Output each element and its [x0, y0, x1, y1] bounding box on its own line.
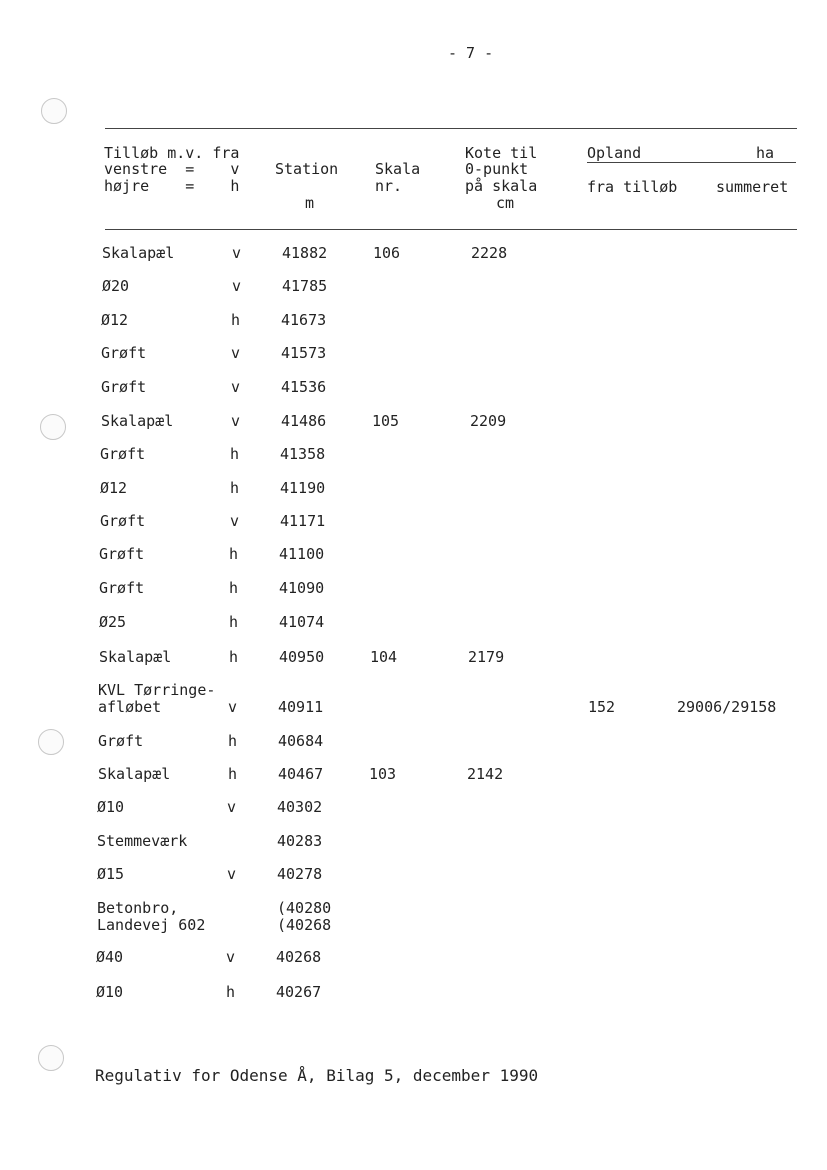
row-name: Skalapæl: [99, 648, 172, 666]
row-station: 41785: [282, 277, 328, 295]
row-station: 41190: [280, 479, 326, 497]
header-col1-line3: højre = h: [104, 177, 240, 195]
row-name: Stemmeværk: [97, 832, 188, 850]
row-side: h: [230, 445, 240, 463]
row-station: 40684: [278, 732, 324, 750]
row-station: 40268: [276, 948, 322, 966]
row-name: Grøft: [99, 579, 145, 597]
row-name: Ø25: [99, 613, 127, 631]
row-station: 41100: [279, 545, 325, 563]
row-kote: 2142: [467, 765, 504, 783]
row-name: Ø12: [100, 479, 128, 497]
row-side: v: [231, 344, 241, 362]
row-station: 40467: [278, 765, 324, 783]
row-station: 41171: [280, 512, 326, 530]
row-name: Grøft: [99, 545, 145, 563]
header-opland-unit: ha: [756, 144, 775, 162]
row-name: Ø10: [97, 798, 125, 816]
header-kote-line2: 0-punkt: [465, 160, 529, 178]
row-kote: 2228: [471, 244, 508, 262]
row-name: Grøft: [101, 344, 147, 362]
row-station: (40280 (40268: [277, 899, 332, 934]
row-name: Grøft: [101, 378, 147, 396]
row-station: 41074: [279, 613, 325, 631]
row-station: 40267: [276, 983, 322, 1001]
header-skala-line2: nr.: [375, 177, 403, 195]
row-station: 41486: [281, 412, 327, 430]
header-opland-underline: [587, 162, 796, 163]
row-station: 41673: [281, 311, 327, 329]
row-name: Ø15: [97, 865, 125, 883]
row-name: Ø20: [102, 277, 130, 295]
row-side: v: [226, 948, 236, 966]
header-top-rule: [105, 128, 797, 129]
row-side: h: [226, 983, 236, 1001]
row-side: v: [231, 412, 241, 430]
row-station: 41882: [282, 244, 328, 262]
row-name: Ø12: [101, 311, 129, 329]
header-station-unit: m: [305, 194, 315, 212]
row-station: 40283: [277, 832, 323, 850]
footer-text: Regulativ for Odense Å, Bilag 5, december 1990: [95, 1066, 539, 1085]
row-station: 40278: [277, 865, 323, 883]
row-name: Grøft: [100, 445, 146, 463]
header-kote-unit: cm: [496, 194, 515, 212]
header-kote-line1: Kote til: [465, 144, 538, 162]
row-kote: 2209: [470, 412, 507, 430]
row-name: Ø40: [96, 948, 124, 966]
punch-hole-2: [40, 414, 66, 440]
row-skala: 105: [372, 412, 400, 430]
header-bottom-rule: [105, 229, 797, 230]
row-name: Skalapæl: [101, 412, 174, 430]
row-skala: 103: [369, 765, 397, 783]
row-name: Betonbro, Landevej 602: [97, 899, 206, 934]
row-station: 41573: [281, 344, 327, 362]
header-fra-tillob: fra tilløb: [587, 178, 678, 196]
row-side: v: [230, 512, 240, 530]
header-skala-line1: Skala: [375, 160, 421, 178]
row-side: h: [228, 765, 238, 783]
row-side: v: [228, 698, 238, 716]
row-summeret: 29006/29158: [677, 698, 777, 716]
row-name: KVL Tørringe- afløbet: [98, 681, 216, 716]
header-kote-line3: på skala: [465, 177, 538, 195]
row-name: Ø10: [96, 983, 124, 1001]
row-side: v: [231, 378, 241, 396]
row-side: h: [229, 648, 239, 666]
row-side: h: [228, 732, 238, 750]
row-side: h: [229, 613, 239, 631]
row-name: Skalapæl: [102, 244, 175, 262]
row-side: v: [232, 244, 242, 262]
row-station: 40911: [278, 698, 324, 716]
header-station: Station: [275, 160, 339, 178]
row-side: v: [227, 798, 237, 816]
page-number: - 7 -: [448, 44, 494, 62]
header-summeret: summeret: [716, 178, 789, 196]
row-fra-tillob: 152: [588, 698, 616, 716]
row-side: h: [229, 545, 239, 563]
row-skala: 104: [370, 648, 398, 666]
row-side: v: [227, 865, 237, 883]
punch-hole-4: [38, 1045, 64, 1071]
row-station: 40950: [279, 648, 325, 666]
row-side: v: [232, 277, 242, 295]
row-kote: 2179: [468, 648, 505, 666]
row-name: Grøft: [100, 512, 146, 530]
row-side: h: [230, 479, 240, 497]
header-col1-line2: venstre = v: [104, 160, 240, 178]
row-name: Grøft: [98, 732, 144, 750]
header-col1-line1: Tilløb m.v. fra: [104, 144, 240, 162]
row-side: h: [229, 579, 239, 597]
punch-hole-3: [38, 729, 64, 755]
row-name: Skalapæl: [98, 765, 171, 783]
row-station: 41536: [281, 378, 327, 396]
row-station: 41090: [279, 579, 325, 597]
row-side: h: [231, 311, 241, 329]
header-opland: Opland: [587, 144, 642, 162]
punch-hole-1: [41, 98, 67, 124]
row-station: 40302: [277, 798, 323, 816]
row-station: 41358: [280, 445, 326, 463]
row-skala: 106: [373, 244, 401, 262]
